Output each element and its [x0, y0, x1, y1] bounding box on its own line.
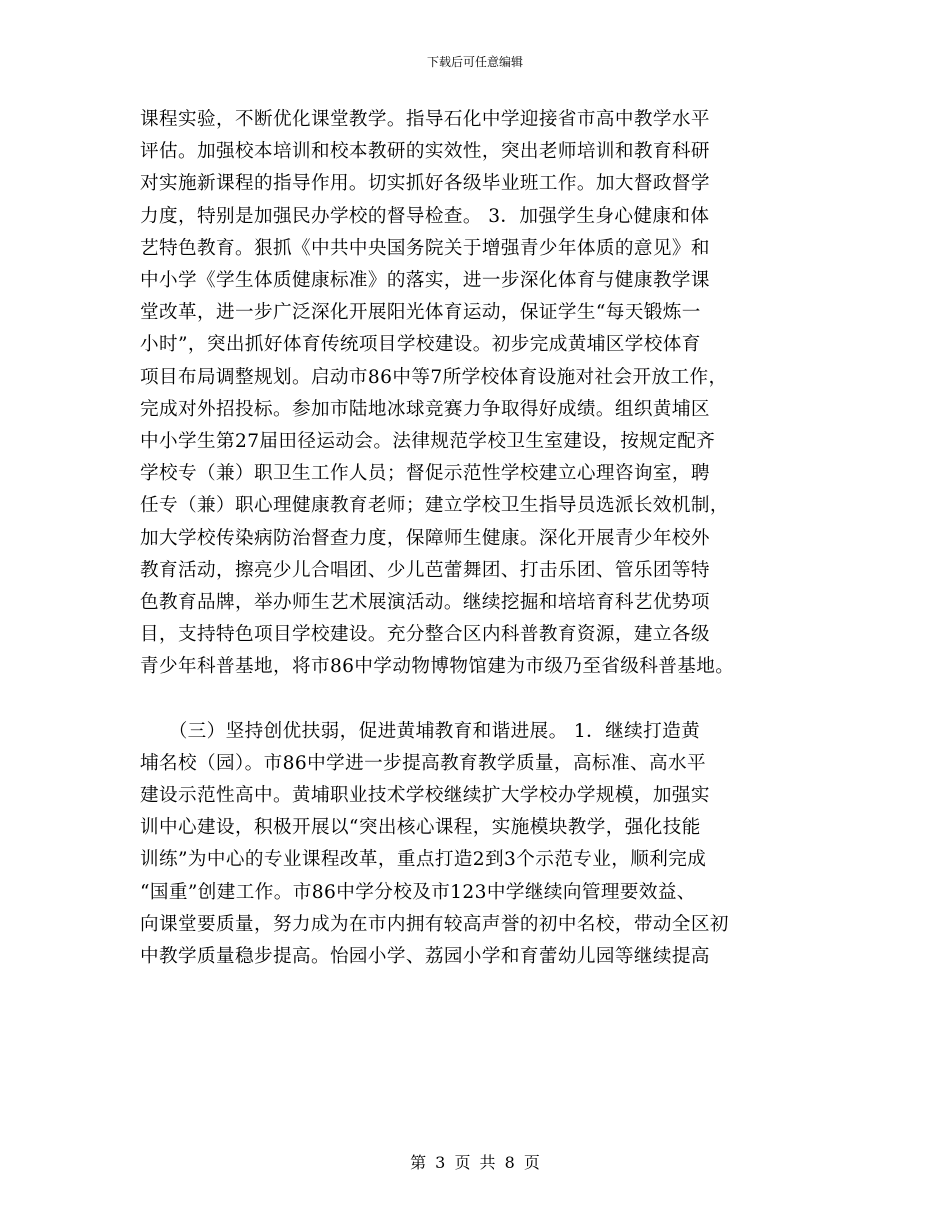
paragraph-1 [140, 104, 820, 684]
text-line: 训练”为中心的专业课程改革，重点打造2到3个示范专业，顺利完成 [140, 849, 707, 871]
text-line: 评估。加强校本培训和校本教研的实效性，突出老师培训和教育科研 [140, 141, 710, 163]
document-body [140, 104, 820, 973]
page-header: 下载后可任意编辑 [426, 55, 523, 69]
text-line: 艺特色教育。狠抓《中共中央国务院关于增强青少年体质的意见》和 [140, 237, 710, 259]
text-line: 堂改革，进一步广泛深化开展阳光体育运动，保证学生“每天锻炼一 [140, 302, 701, 324]
text-line: 中教学质量稳步提高。怡园小学、荔园小学和育蕾幼儿园等继续提高 [140, 946, 710, 968]
text-line: 力度，特别是加强民办学校的督导检查。 3．加强学生身心健康和体 [140, 205, 710, 227]
paragraph-2 [140, 716, 820, 974]
text-line: （三）坚持创优扶弱，促进黄埔教育和谐进展。 1．继续打造黄 [140, 720, 701, 742]
text-line: 项目布局调整规划。启动市86中等7所学校体育设施对社会开放工作， [140, 366, 728, 388]
text-line: 向课堂要质量，努力成为在市内拥有较高声誉的初中名校，带动全区初 [140, 913, 729, 935]
text-line: 课程实验，不断优化课堂教学。指导石化中学迎接省市高中教学水平 [140, 109, 710, 130]
text-line: 学校专（兼）职卫生工作人员；督促示范性学校建立心理咨询室，聘 [140, 463, 710, 485]
text-line: 训中心建设，积极开展以“突出核心课程，实施模块教学，强化技能 [140, 817, 701, 839]
text-line: 青少年科普基地，将市86中学动物博物馆建为市级乃至省级科普基地。 [140, 656, 735, 678]
text-line: 目，支持特色项目学校建设。充分整合区内科普教育资源，建立各级 [140, 624, 710, 646]
text-line: 任专（兼）职心理健康教育老师；建立学校卫生指导员选派长效机制， [140, 495, 729, 517]
text-line: 对实施新课程的指导作用。切实抓好各级毕业班工作。加大督政督学 [140, 173, 710, 195]
text-line: “国重”创建工作。市86中学分校及市123中学继续向管理要效益、 [140, 881, 696, 903]
text-line: 埔名校（园）。市86中学进一步提高教育教学质量，高标准、高水平 [140, 752, 706, 774]
text-line: 加大学校传染病防治督查力度，保障师生健康。深化开展青少年校外 [140, 527, 710, 549]
text-line: 建设示范性高中。黄埔职业技术学校继续扩大学校办学规模，加强实 [140, 785, 710, 807]
text-line: 中小学生第27届田径运动会。法律规范学校卫生室建设，按规定配齐 [140, 431, 716, 453]
text-line: 小时”，突出抓好体育传统项目学校建设。初步完成黄埔区学校体育 [140, 334, 701, 356]
text-line: 中小学《学生体质健康标准》的落实，进一步深化体育与健康教学课 [140, 270, 710, 292]
page-number: 第 3 页 共 8 页 [410, 1153, 540, 1172]
paragraph-spacer [140, 684, 820, 716]
text-line: 色教育品牌，举办师生艺术展演活动。继续挖掘和培培育科艺优势项 [140, 592, 710, 614]
text-line: 教育活动，擦亮少儿合唱团、少儿芭蕾舞团、打击乐团、管乐团等特 [140, 559, 710, 581]
text-line: 完成对外招投标。参加市陆地冰球竞赛力争取得好成绩。组织黄埔区 [140, 398, 710, 420]
